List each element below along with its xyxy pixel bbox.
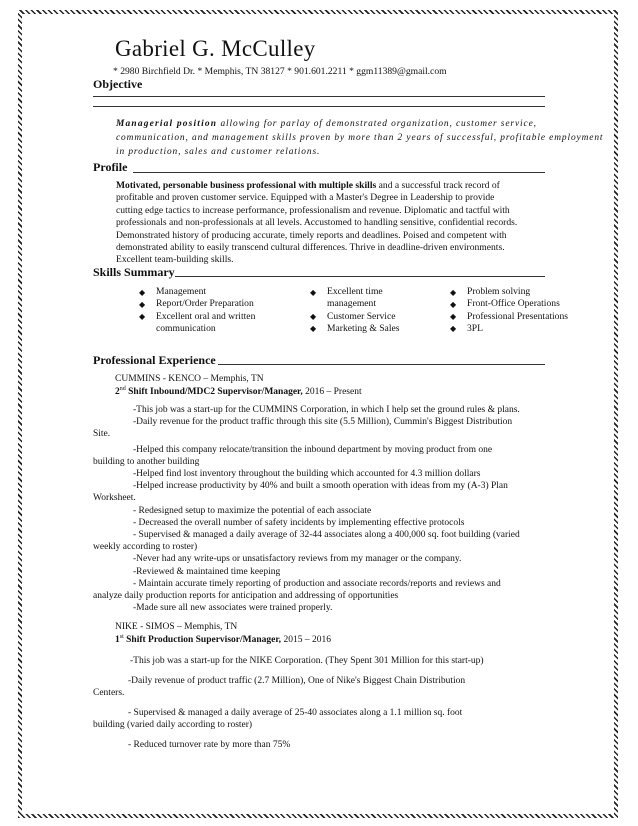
objective-rule-1 xyxy=(93,96,545,97)
job1-line: building to another building xyxy=(93,456,200,467)
skills-col1 xyxy=(156,286,255,336)
diamond-bullet-icon: ◆ xyxy=(450,312,457,321)
objective-line1: allowing for parlay of demonstrated organization, customer service, xyxy=(217,119,537,129)
job1-details xyxy=(93,404,520,614)
objective-text xyxy=(116,117,603,159)
job1-line: -Made sure all new associates were trained properly. xyxy=(133,603,333,614)
skills-heading: Skills Summary xyxy=(93,265,175,279)
candidate-name: Gabriel G. McCulley xyxy=(115,36,316,61)
profile-line: Demonstrated history of producing accurate, timely reports and deadlines. Poised and competent with xyxy=(116,229,507,241)
objective-rule-2 xyxy=(93,106,545,107)
job1-company: CUMMINS - KENCO – Memphis, TN xyxy=(115,374,264,384)
job1-title: 2nd Shift Inbound/MDC2 Supervisor/Manager, 2016 – Present xyxy=(115,386,362,398)
job1-line: - Decreased the overall number of safety incidents by implementing effective protocols xyxy=(133,517,465,528)
skill-item: Professional Presentations xyxy=(467,310,568,322)
skill-item: 3PL xyxy=(467,323,483,335)
job1-line: -Reviewed & maintained time keeping xyxy=(133,566,281,577)
profile-lead: Motivated, personable business professional with multiple skills xyxy=(116,180,377,191)
job1-line: - Redesigned setup to maximize the potential of each associate xyxy=(133,505,372,516)
diamond-bullet-icon: ◆ xyxy=(450,324,457,333)
profile-text xyxy=(116,180,517,267)
job1-line: - Supervised & managed a daily average of 32-44 associates along a 400,000 sq. foot building (varied xyxy=(133,530,520,541)
skill-item: Excellent time xyxy=(327,286,383,297)
skill-item: communication xyxy=(156,323,216,335)
job2-details xyxy=(93,655,484,751)
skill-item: Problem solving xyxy=(467,286,531,297)
profile-line: Excellent team-building skills. xyxy=(116,254,234,266)
job1-line: -Daily revenue for the product traffic through this site (5.5 Million), Cummin's Biggest Distribution xyxy=(133,417,513,428)
diamond-bullet-icon: ◆ xyxy=(139,288,146,297)
job1-line: Site. xyxy=(93,429,111,440)
job2-line: -This job was a start-up for the NIKE Corporation. (They Spent 301 Million for this start-up) xyxy=(130,656,484,666)
diamond-bullet-icon: ◆ xyxy=(310,324,317,333)
profile-rule xyxy=(133,172,545,173)
skill-item: management xyxy=(327,298,377,310)
skills-col2 xyxy=(327,286,399,336)
job1-line: analyze daily production reports for anticipation and addressing of opportunities xyxy=(93,591,399,602)
skill-item: Customer Service xyxy=(327,310,396,322)
objective-line3: in production, sales and customer relations. xyxy=(116,147,321,157)
experience-rule xyxy=(218,364,545,365)
skills-rule xyxy=(175,276,545,277)
skills-col3 xyxy=(467,286,568,336)
job2-line: Centers. xyxy=(93,688,125,699)
job1-line: - Maintain accurate timely reporting of production and associate records/reports and reviews and xyxy=(133,578,501,589)
profile-heading: Profile xyxy=(93,160,128,174)
job2-title: 1st Shift Production Supervisor/Manager, 2015 – 2016 xyxy=(115,634,331,646)
objective-heading: Objective xyxy=(93,77,143,91)
job2-company: NIKE - SIMOS – Memphis, TN xyxy=(115,622,238,632)
diamond-bullet-icon: ◆ xyxy=(310,288,317,297)
skill-item: Front-Office Operations xyxy=(467,298,560,310)
diamond-bullet-icon: ◆ xyxy=(139,300,146,309)
diamond-bullet-icon: ◆ xyxy=(450,288,457,297)
job2-line: - Supervised & managed a daily average of 25-40 associates along a 1.1 million sq. foot xyxy=(128,707,463,718)
job2-line: - Reduced turnover rate by more than 75% xyxy=(128,740,291,751)
job1-line: -Helped find lost inventory throughout the building which accounted for 4.3 million dollars xyxy=(133,469,481,480)
skill-item: Marketing & Sales xyxy=(327,323,400,335)
job1-line: weekly according to roster) xyxy=(93,542,198,553)
skill-item: Excellent oral and written xyxy=(156,310,256,322)
diamond-bullet-icon: ◆ xyxy=(450,300,457,309)
objective-lead: Managerial position xyxy=(116,119,218,129)
skill-item: Management xyxy=(156,286,207,297)
contact-info: * 2980 Birchfield Dr. * Memphis, TN 38127 * 901.601.2211 * ggm11389@gmail.com xyxy=(113,66,447,77)
diamond-bullet-icon: ◆ xyxy=(310,312,317,321)
profile-line1: and a successful track record of xyxy=(376,180,500,191)
experience-heading: Professional Experience xyxy=(93,353,216,367)
job1-line: -This job was a start-up for the CUMMINS Corporation, in which I help set the ground rules & plans. xyxy=(133,405,520,415)
skill-item: Report/Order Preparation xyxy=(156,298,254,310)
job2-line: building (varied daily according to roster) xyxy=(93,719,253,730)
job1-line: -Never had any write-ups or unsatisfactory reviews from my manager or the company. xyxy=(133,554,462,565)
job2-line: -Daily revenue of product traffic (2.7 Million), One of Nike's Biggest Chain Distribution xyxy=(128,676,466,687)
profile-line: cutting edge tactics to increase performance, professionalism and revenue. Diplomatic and tactful with xyxy=(116,204,510,216)
profile-line: professionals and non-professionals at all levels. Accustomed to handling sensitive, confidential records. xyxy=(116,217,518,229)
profile-line: profitable and proven customer service. Equipped with a Master's Degree in Leadership to provide xyxy=(116,192,495,204)
job1-line: -Helped increase productivity by 40% and built a smooth operation with ideas from my (A-3) Plan xyxy=(133,481,508,492)
job1-line: Worksheet. xyxy=(93,493,136,504)
objective-line2: communication, and management skills proven by more than 2 years of successful, profitable employment xyxy=(116,133,604,143)
job1-line: -Helped this company relocate/transition the inbound department by moving product from one xyxy=(133,444,493,455)
diamond-bullet-icon: ◆ xyxy=(139,312,146,321)
profile-line: demonstrated ability to easily transcend cultural differences. Thrive in deadline-driven environments. xyxy=(116,242,505,254)
